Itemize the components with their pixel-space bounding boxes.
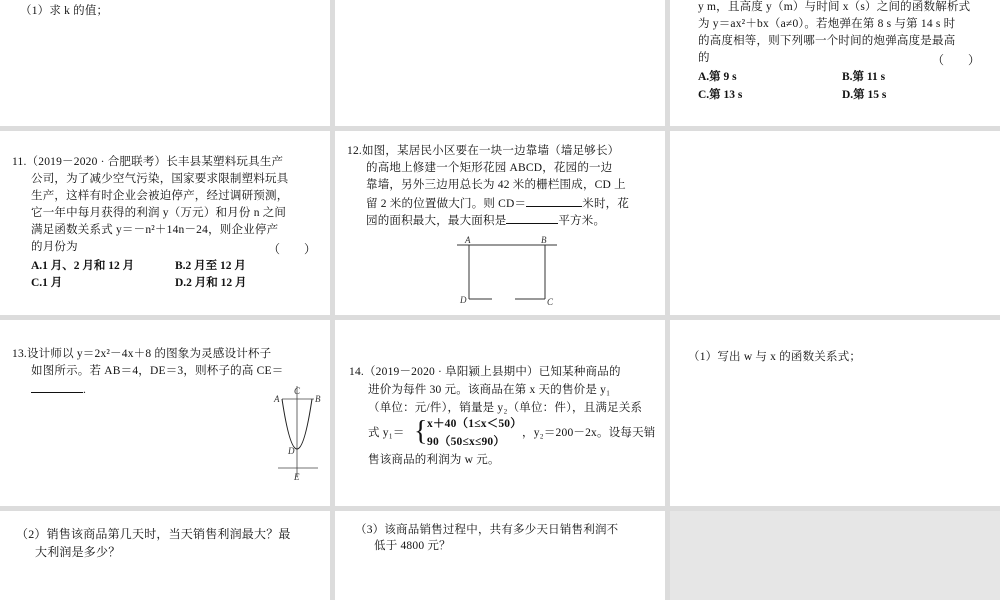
q14-line: ，y₂＝200－2x。设每天销	[522, 427, 656, 439]
answer-blank	[31, 380, 83, 393]
q12-text: 米时，花	[582, 198, 630, 210]
q14-part3-line: 低于 4800 元？	[374, 540, 451, 552]
option-b: B.2 月至 12 月	[175, 260, 246, 272]
q11-line: 生产，这样有时企业会被迫停产，经过调研预测，	[31, 190, 289, 202]
q14-line: 式 y₁＝	[368, 427, 405, 439]
label-a: A	[465, 235, 471, 245]
q14-line: 进价为每件 30 元。该商品在第 x 天的售价是 y₁	[368, 384, 611, 396]
cell-q14-part1	[670, 320, 1000, 506]
garden-figure	[447, 233, 567, 313]
q-part-text: （1）求 k 的值；	[20, 5, 109, 17]
cell-r4-c3	[670, 511, 1000, 600]
option-d: D.第 15 s	[842, 89, 887, 101]
option-b: B.第 11 s	[842, 71, 886, 83]
q14-line: （单位：元/件），销量是 y₂（单位：件），且满足关系	[368, 402, 643, 414]
label-b: B	[315, 394, 321, 404]
q11-line: 它一年中每月获得的利润 y（万元）和月份 n 之间	[31, 207, 287, 219]
q12-line	[366, 211, 605, 230]
cell-q12	[335, 131, 665, 315]
answer-paren: （ ）	[932, 53, 981, 67]
q14-part3-line: （3）该商品销售过程中，共有多少天日销售利润不	[355, 524, 619, 536]
q14-line: 售该商品的利润为 w 元。	[368, 454, 500, 466]
cup-figure	[270, 384, 330, 484]
cell-r1-c3	[670, 0, 1000, 126]
cell-q13	[0, 320, 330, 506]
q12-line: 12.如图，某居民小区要在一块一边靠墙（墙足够长）	[347, 145, 620, 157]
q12-line: 的高地上修建一个矩形花园 ABCD，花园的一边	[366, 162, 613, 174]
label-d: D	[288, 446, 295, 456]
option-c: C.1 月	[31, 277, 63, 289]
q11-line: 公司，为了减少空气污染，国家要求限制塑料玩具	[31, 173, 289, 185]
cell-q11	[0, 131, 330, 315]
q12-text: 平方米。	[558, 215, 606, 227]
label-c: C	[294, 386, 301, 396]
brace: {	[414, 416, 428, 447]
answer-paren: （ ）	[268, 242, 317, 256]
label-e: E	[294, 472, 300, 482]
q14-part1: （1）写出 w 与 x 的函数关系式；	[688, 351, 862, 363]
answer-blank	[506, 211, 558, 224]
q12-text: 留 2 米的位置做大门。则 CD＝	[366, 198, 527, 210]
option-a: A.第 9 s	[698, 71, 737, 83]
q-line: 为 y＝ax²＋bx（a≠0）。若炮弹在第 8 s 与第 14 s 时	[698, 18, 956, 30]
q13-line: 13.设计师以 y＝2x²－4x＋8 的图象为灵感设计杯子	[12, 348, 272, 360]
q12-text: 园的面积最大，最大面积是	[366, 215, 507, 227]
label-c: C	[547, 297, 554, 307]
option-c: C.第 13 s	[698, 89, 743, 101]
q13-line	[31, 380, 86, 399]
q14-part2-line: 大利润是多少？	[35, 545, 121, 559]
case-1: x＋40（1≤x＜50）	[427, 418, 522, 430]
q12-line: 靠墙，另外三边用总长为 42 米的栅栏围成，CD 上	[366, 179, 626, 191]
q-line: 的	[698, 52, 710, 64]
q11-line: 满足函数关系式 y＝－n²＋14n－24，则企业停产	[31, 224, 279, 236]
cell-r1-c2	[335, 0, 665, 126]
answer-blank	[526, 194, 582, 207]
cell-q14-part3	[335, 511, 665, 600]
label-b: B	[541, 235, 547, 245]
q-line: 的高度相等，则下列哪一个时间的炮弹高度是最高	[698, 35, 956, 47]
q-line: y m，且高度 y（m）与时间 x（s）之间的函数解析式	[698, 1, 971, 13]
cell-r1-c1	[0, 0, 330, 126]
label-d: D	[460, 295, 467, 305]
q13-line: 如图所示。若 AB＝4，DE＝3，则杯子的高 CE＝	[31, 365, 284, 377]
case-2: 90（50≤x≤90）	[427, 436, 506, 448]
option-a: A.1 月、2 月和 12 月	[31, 260, 135, 272]
q14-line: 14.（2019－2020 · 阜阳颍上县期中）已知某种商品的	[349, 366, 621, 378]
option-d: D.2 月和 12 月	[175, 277, 247, 289]
cell-q14-part2	[0, 511, 330, 600]
label-a: A	[274, 394, 280, 404]
cell-r2-c3	[670, 131, 1000, 315]
q11-line: 11.（2019－2020 · 合肥联考）长丰县某塑料玩具生产	[12, 156, 284, 168]
q13-text: .	[83, 384, 87, 396]
q14-part2-line: （2）销售该商品第几天时，当天销售利润最大？最	[16, 527, 291, 541]
q11-line: 的月份为	[31, 241, 78, 253]
cell-q14	[335, 320, 665, 506]
